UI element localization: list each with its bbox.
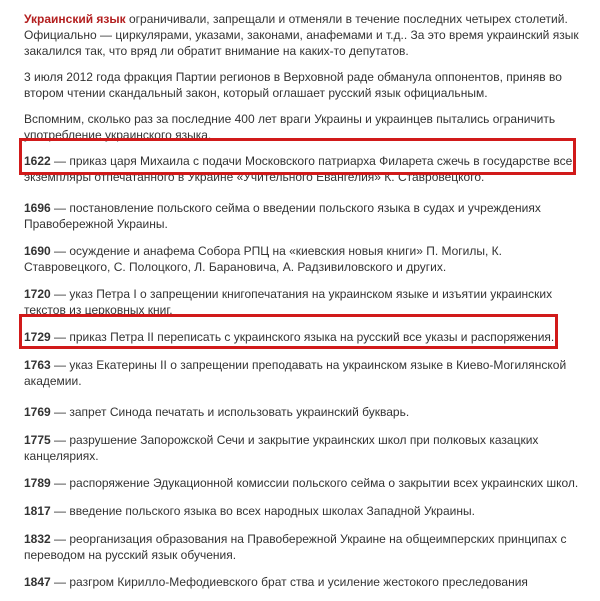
intro-paragraph-3: Вспомним, сколько раз за последние 400 лет враги Украины и украинцев пытались ограничить употребление украинского языка. xyxy=(24,112,556,142)
entry-year: 1832 xyxy=(24,532,51,546)
entry-text: — распоряжение Эдукационной комиссии польского сейма о закрытии всех украинских школ. xyxy=(50,476,579,490)
entry-1789 xyxy=(24,475,586,491)
entry-year: 1690 xyxy=(24,244,51,258)
entry-year: 1729 xyxy=(24,330,51,344)
intro-paragraph-1-text: ограничивали, запрещали и отменяли в течение последних четырех столетий. Официально — циркулярами, указами, законами, анафемами и т.д.. За это время украинский язык закалился так, что вряд ли обратит внимание на каких-то депутатов. xyxy=(24,12,579,58)
entry-1775 xyxy=(24,432,586,464)
entry-text: — приказ царя Михаила с подачи Московского патриарха Филарета сжечь в государстве все экземпляры отпечатанного в Украине «Учительного Евангелия» К. Ставровецкого. xyxy=(24,154,573,184)
entry-text: — разгром Кирилло-Мефодиевского брат ства и усиление жестокого преследования xyxy=(50,575,528,589)
entry-1696 xyxy=(24,200,586,232)
intro-paragraph-2: 3 июля 2012 года фракция Партии регионов в Верховной раде обманула оппонентов, приняв во втором чтении скандальный закон, который оглашает русский язык официальным. xyxy=(24,70,562,100)
entry-year: 1789 xyxy=(24,476,51,490)
entry-text: — указ Петра I о запрещении книгопечатания на украинском языке и изъятии украинских текстов из церковных книг. xyxy=(24,287,553,317)
entry-text: — запрет Синода печатать и использовать украинский букварь. xyxy=(50,405,410,419)
entry-text: — приказ Петра II переписать с украинского языка на русский все указы и распоряжения. xyxy=(50,330,555,344)
entry-year: 1720 xyxy=(24,287,51,301)
entry-year: 1622 xyxy=(24,154,51,168)
entry-year: 1817 xyxy=(24,504,51,518)
entry-1763 xyxy=(24,357,586,389)
entry-1690 xyxy=(24,243,586,275)
entry-year: 1847 xyxy=(24,575,51,589)
entry-text: — реорганизация образования на Правобережной Украине на общеимперских принципах с переводом на русский язык обучения. xyxy=(24,532,567,562)
title-term: Украинский язык xyxy=(24,12,126,26)
entry-text: — введение польского языка во всех народных школах Западной Украины. xyxy=(50,504,475,518)
intro-paragraph-1 xyxy=(24,11,586,59)
entry-text: — осуждение и анафема Собора РПЦ на «киевския новыя книги» П. Могилы, К. Ставровецкого, С. Полоцкого, Л. Барановича, А. Радзивиловского и других. xyxy=(24,244,503,274)
entry-text: — разрушение Запорожской Сечи и закрытие украинских школ при полковых казацких канцеляриях. xyxy=(24,433,539,463)
entry-1817 xyxy=(24,503,586,519)
article-body xyxy=(24,11,586,601)
entry-year: 1763 xyxy=(24,358,51,372)
entry-text: — указ Екатерины II о запрещении преподавать на украинском языке в Киево-Могилянской академии. xyxy=(24,358,567,388)
entry-year: 1696 xyxy=(24,201,51,215)
entry-1832 xyxy=(24,531,586,563)
entry-1720 xyxy=(24,286,586,318)
entry-1729 xyxy=(24,329,586,345)
entry-text: — постановление польского сейма о введении польского языка в судах и учреждениях Правобережной Украины. xyxy=(24,201,541,231)
entry-year: 1775 xyxy=(24,433,51,447)
entry-1847 xyxy=(24,574,586,590)
entry-1769 xyxy=(24,404,586,420)
entry-1622 xyxy=(24,153,586,185)
entry-year: 1769 xyxy=(24,405,51,419)
